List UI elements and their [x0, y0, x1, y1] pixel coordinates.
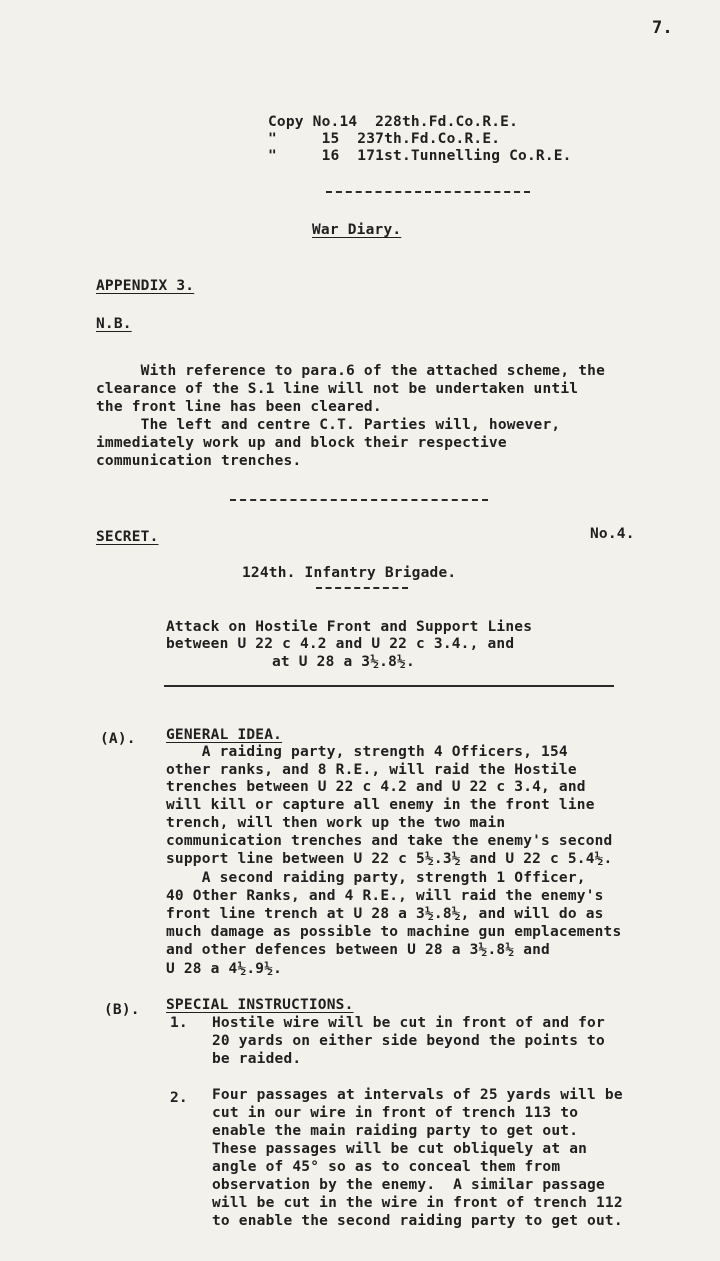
copy-line: " 15 237th.Fd.Co.R.E. [268, 131, 501, 147]
text-line: will be cut in the wire in front of trench 112 [212, 1195, 623, 1211]
page-number: 7. [652, 18, 673, 38]
appendix-heading: APPENDIX 3. [96, 278, 195, 294]
text-line: to enable the second raiding party to get out. [212, 1213, 623, 1229]
section-heading: GENERAL IDEA. [166, 727, 283, 743]
text-line: observation by the enemy. A similar passage [212, 1177, 605, 1193]
section-heading: SPECIAL INSTRUCTIONS. [166, 997, 354, 1013]
text-line: communication trenches. [96, 453, 302, 469]
dashed-divider [316, 587, 408, 589]
dashed-divider [326, 191, 530, 193]
text-line: immediately work up and block their respective [96, 435, 507, 451]
copy-line: Copy No.14 228th.Fd.Co.R.E. [268, 114, 519, 130]
item-number: 2. [170, 1090, 188, 1106]
item-number: 1. [170, 1015, 188, 1031]
brigade-heading: 124th. Infantry Brigade. [242, 565, 457, 581]
nb-label: N.B. [96, 316, 132, 332]
text-line: will kill or capture all enemy in the front line [166, 797, 595, 813]
text-line: the front line has been cleared. [96, 399, 382, 415]
text-line: and other defences between U 28 a 3½.8½ and [166, 942, 550, 958]
text-line: enable the main raiding party to get out. [212, 1123, 579, 1139]
text-line: trench, will then work up the two main [166, 815, 506, 831]
text-line: cut in our wire in front of trench 113 to [212, 1105, 579, 1121]
text-line: other ranks, and 8 R.E., will raid the Hostile [166, 762, 577, 778]
text-line: 40 Other Ranks, and 4 R.E., will raid the enemy's [166, 888, 604, 904]
text-line: be raided. [212, 1051, 302, 1067]
text-line: front line trench at U 28 a 3½.8½, and will do as [166, 906, 604, 922]
text-line: much damage as possible to machine gun emplacements [166, 924, 622, 940]
section-marker: (A). [100, 731, 136, 747]
text-line: These passages will be cut obliquely at an [212, 1141, 588, 1157]
text-line: With reference to para.6 of the attached scheme, the [96, 363, 605, 379]
text-line: Four passages at intervals of 25 yards will be [212, 1087, 623, 1103]
secret-label: SECRET. [96, 529, 159, 545]
solid-divider [164, 685, 614, 687]
text-line: support line between U 22 c 5½.3½ and U 22 c 5.4½. [166, 851, 613, 867]
text-line: A raiding party, strength 4 Officers, 154 [166, 744, 568, 760]
title-line: Attack on Hostile Front and Support Lines [166, 619, 533, 635]
text-line: clearance of the S.1 line will not be undertaken until [96, 381, 579, 397]
text-line: 20 yards on either side beyond the points to [212, 1033, 605, 1049]
war-diary-heading: War Diary. [312, 222, 402, 238]
title-line: at U 28 a 3½.8½. [272, 654, 415, 670]
text-line: Hostile wire will be cut in front of and for [212, 1015, 605, 1031]
text-line: U 28 a 4½.9½. [166, 961, 283, 977]
copy-line: " 16 171st.Tunnelling Co.R.E. [268, 148, 572, 164]
document-number: No.4. [590, 526, 635, 542]
title-line: between U 22 c 4.2 and U 22 c 3.4., and [166, 636, 515, 652]
text-line: angle of 45° so as to conceal them from [212, 1159, 561, 1175]
text-line: communication trenches and take the enemy's second [166, 833, 613, 849]
section-marker: (B). [104, 1002, 140, 1018]
text-line: The left and centre C.T. Parties will, however, [96, 417, 561, 433]
dashed-divider [230, 499, 488, 501]
text-line: A second raiding party, strength 1 Officer, [166, 870, 586, 886]
text-line: trenches between U 22 c 4.2 and U 22 c 3.4, and [166, 779, 586, 795]
